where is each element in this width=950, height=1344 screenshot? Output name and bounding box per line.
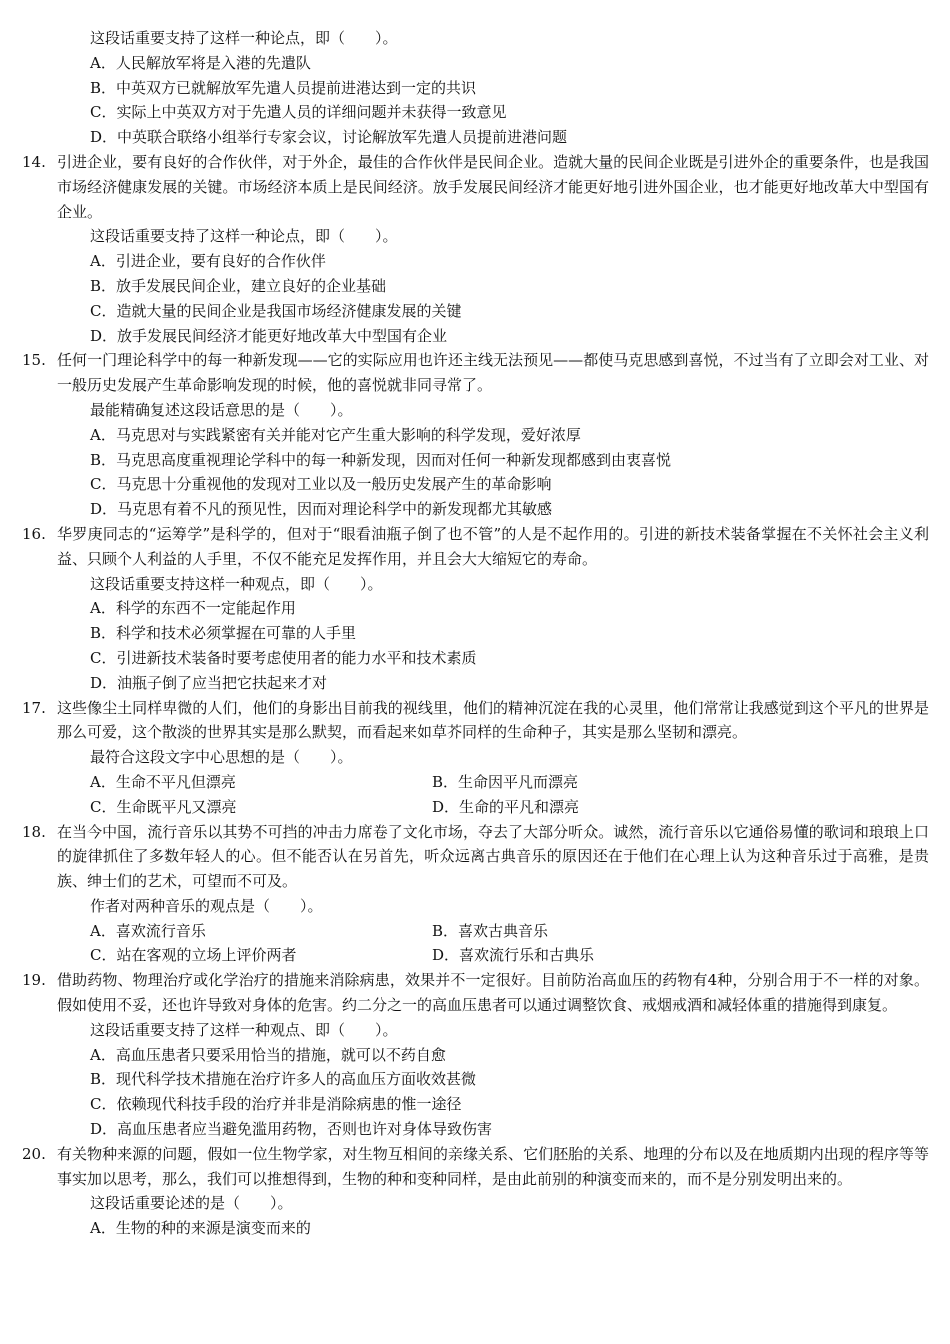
question-prompt: 这段话重要支持了这样一种论点，即（ ）。 xyxy=(90,29,398,47)
question-text: 引进企业，要有良好的合作伙伴，对于外企，最佳的合作伙伴是民间企业。造就大量的民间企业既是引进外企的重要条件，也是我国市场经济健康发展的关键。市场经济本质上是民间经济。放手发展民间经济才能更好地引进外国企业，也才能更好地改革大中型国有企业。 xyxy=(57,152,929,221)
option-a: A．科学的东西不一定能起作用 xyxy=(90,599,296,618)
question-text: 这些像尘土同样卑微的人们，他们的身影出目前我的视线里，他们的精神沉淀在我的心灵里，他们常常让我感觉到这个平凡的世界是那么可爱，这个散淡的世界其实是那么默契，而看起来如草芥同样的生命种子，其实是那么坚韧和漂亮。 xyxy=(57,698,929,742)
option-d: D．喜欢流行乐和古典乐 xyxy=(432,946,595,965)
question-14 xyxy=(0,150,950,348)
option-c: C．生命既平凡又漂亮 xyxy=(90,797,237,816)
option-d: D．放手发展民间经济才能更好地改革大中型国有企业 xyxy=(90,326,448,345)
option-a: A．马克思对与实践紧密有关并能对它产生重大影响的科学发现，爱好浓厚 xyxy=(90,425,581,444)
option-d: D．生命的平凡和漂亮 xyxy=(432,797,580,816)
option-d: D．油瓶子倒了应当把它扶起来才对 xyxy=(90,673,328,692)
option-c: C．站在客观的立场上评价两者 xyxy=(90,946,297,965)
option-a: A．喜欢流行音乐 xyxy=(90,921,206,940)
option-b: B．生命因平凡而漂亮 xyxy=(432,772,579,791)
question-prompt: 最能精确复述这段话意思的是（ ）。 xyxy=(90,400,353,419)
option-c: C．造就大量的民间企业是我国市场经济健康发展的关键 xyxy=(90,301,462,320)
question-19 xyxy=(0,968,950,1142)
option-b: B．中英双方已就解放军先遣人员提前进港达到一定的共识 xyxy=(90,78,477,97)
question-number: 17. xyxy=(22,698,46,717)
question-number: 20. xyxy=(22,1144,46,1163)
question-prompt: 这段话重要支持这样一种观点，即（ ）。 xyxy=(90,574,383,593)
option-row xyxy=(90,943,950,968)
question-text: 有关物种来源的问题，假如一位生物学家，对生物互相间的亲缘关系、它们胚胎的关系、地理的分布以及在地质期内出现的程序等等事实加以思考，那么，我们可以推想得到，生物的种和变种同样，是由此前别的种演变而来的，而不是分别发明出来的。 xyxy=(57,1144,929,1188)
option-d: D．高血压患者应当避免滥用药物，否则也许对身体导致伤害 xyxy=(90,1120,493,1139)
question-18 xyxy=(0,820,950,969)
question-number: 18. xyxy=(22,822,46,841)
question-20 xyxy=(0,1142,950,1241)
question-text: 任何一门理论科学中的每一种新发现——它的实际应用也许还主线无法预见——都使马克思感到喜悦，不过当有了立即会对工业、对一般历史发展产生革命影响发现的时候，他的喜悦就非同寻常了。 xyxy=(57,351,929,395)
option-a: A．高血压患者只要采用恰当的措施，就可以不药自愈 xyxy=(90,1045,446,1064)
option-c: C．马克思十分重视他的发现对工业以及一般历史发展产生的革命影响 xyxy=(90,475,552,494)
question-number: 16. xyxy=(22,524,46,543)
question-stem xyxy=(22,348,929,398)
option-row xyxy=(90,919,950,944)
question-prompt: 这段话重要支持了这样一种论点，即（ ）。 xyxy=(90,227,398,246)
option-b: B．马克思高度重视理论学科中的每一种新发现，因而对任何一种新发现都感到由衷喜悦 xyxy=(90,450,672,469)
question-stem xyxy=(22,820,929,894)
question-stem xyxy=(22,1142,929,1192)
question-continued xyxy=(0,0,950,150)
option-a: A．生物的种的来源是演变而来的 xyxy=(90,1219,311,1238)
option-b: B．科学和技术必须掌握在可靠的人手里 xyxy=(90,624,357,643)
question-prompt: 最符合这段文字中心思想的是（ ）。 xyxy=(90,748,353,767)
option-row xyxy=(90,795,950,820)
option-c: C．实际上中英双方对于先遣人员的详细问题并未获得一致意见 xyxy=(90,103,507,122)
question-stem xyxy=(22,150,929,224)
question-text: 在当今中国，流行音乐以其势不可挡的冲击力席卷了文化市场，夺去了大部分听众。诚然，流行音乐以它通俗易懂的歌词和琅琅上口的旋律抓住了多数年轻人的心。但不能否认在另首先，听众远离古典音乐的原因还在于他们在心理上认为这种音乐过于高雅，是贵族、绅士们的艺术，可望而不可及。 xyxy=(57,822,929,891)
question-prompt: 这段话重要论述的是（ ）。 xyxy=(90,1194,293,1213)
question-15 xyxy=(0,348,950,522)
option-b: B．现代科学技术措施在治疗许多人的高血压方面收效甚微 xyxy=(90,1070,477,1089)
question-prompt: 作者对两种音乐的观点是（ ）。 xyxy=(90,896,323,915)
option-row xyxy=(90,770,950,795)
option-c: C．引进新技术装备时要考虑使用者的能力水平和技术素质 xyxy=(90,648,477,667)
option-b: B．喜欢古典音乐 xyxy=(432,921,549,940)
question-text: 借助药物、物理治疗或化学治疗的措施来消除病患，效果并不一定很好。目前防治高血压的药物有4种，分别合用于不一样的对象。假如使用不妥，还也许导致对身体的危害。约二分之一的高血压患者可以通过调整饮食、戒烟戒酒和减轻体重的措施得到康复。 xyxy=(57,971,929,1015)
option-b: B．放手发展民间企业，建立良好的企业基础 xyxy=(90,276,387,295)
question-16 xyxy=(0,522,950,696)
question-17 xyxy=(0,696,950,820)
option-d: D．马克思有着不凡的预见性，因而对理论科学中的新发现都尤其敏感 xyxy=(90,500,553,519)
option-a: A．引进企业，要有良好的合作伙伴 xyxy=(90,252,326,271)
option-c: C．依赖现代科技手段的治疗并非是消除病患的惟一途径 xyxy=(90,1095,462,1114)
option-a: A．生命不平凡但漂亮 xyxy=(90,772,236,791)
question-stem xyxy=(22,968,929,1018)
option-d: D．中英联合联络小组举行专家会议，讨论解放军先遣人员提前进港问题 xyxy=(90,128,568,147)
question-number: 14. xyxy=(22,152,46,171)
question-number: 15. xyxy=(22,351,46,370)
question-text: 华罗庚同志的“运筹学”是科学的，但对于“眼看油瓶子倒了也不管”的人是不起作用的。引进的新技术装备掌握在不关怀社会主义利益、只顾个人利益的人手里，不仅不能充足发挥作用，并且会大大缩短它的寿命。 xyxy=(57,524,929,568)
question-stem xyxy=(22,522,929,572)
question-stem xyxy=(22,696,929,746)
question-number: 19. xyxy=(22,971,46,990)
question-prompt: 这段话重要支持了这样一种观点、即（ ）。 xyxy=(90,1020,398,1039)
option-a: A．人民解放军将是入港的先遣队 xyxy=(90,53,311,72)
